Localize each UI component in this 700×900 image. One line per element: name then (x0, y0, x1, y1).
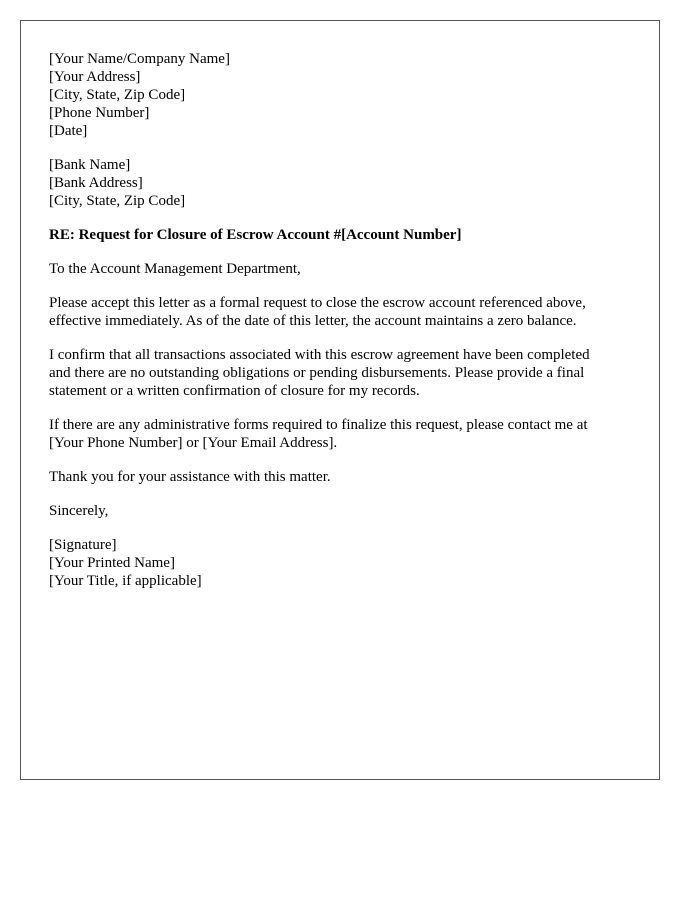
bank-name: [Bank Name] (49, 157, 131, 173)
closing: Sincerely, (49, 503, 109, 519)
text-line: [Your Phone Number] or [Your Email Address]. (49, 435, 338, 451)
paragraph-confirmation (49, 346, 631, 400)
text-line: Thank you for your assistance with this matter. (49, 469, 331, 485)
title: [Your Title, if applicable] (49, 573, 202, 589)
printed-name: [Your Printed Name] (49, 555, 175, 571)
text-line: I confirm that all transactions associated with this escrow agreement have been completed (49, 347, 590, 363)
text-line: statement or a written confirmation of closure for my records. (49, 383, 420, 399)
letter-date: [Date] (49, 123, 88, 139)
recipient-block (49, 156, 631, 210)
text-line: Please accept this letter as a formal request to close the escrow account referenced above, (49, 295, 586, 311)
text-line: effective immediately. As of the date of this letter, the account maintains a zero balance. (49, 313, 577, 329)
sender-address: [Your Address] (49, 69, 141, 85)
sender-block (49, 50, 631, 140)
sender-city: [City, State, Zip Code] (49, 87, 186, 103)
signature-block (49, 536, 631, 590)
bank-city: [City, State, Zip Code] (49, 193, 186, 209)
letter (20, 20, 660, 780)
subject-line: RE: Request for Closure of Escrow Account #[Account Number] (49, 227, 462, 243)
sender-phone: [Phone Number] (49, 105, 150, 121)
text-line: and there are no outstanding obligations or pending disbursements. Please provide a final (49, 365, 585, 381)
sender-name: [Your Name/Company Name] (49, 51, 230, 67)
bank-address: [Bank Address] (49, 175, 143, 191)
paragraph-request (49, 294, 631, 330)
paragraph-thanks (49, 468, 631, 486)
salutation: To the Account Management Department, (49, 261, 301, 277)
signature: [Signature] (49, 537, 117, 553)
paragraph-contact (49, 416, 631, 452)
text-line: If there are any administrative forms required to finalize this request, please contact me at (49, 417, 588, 433)
